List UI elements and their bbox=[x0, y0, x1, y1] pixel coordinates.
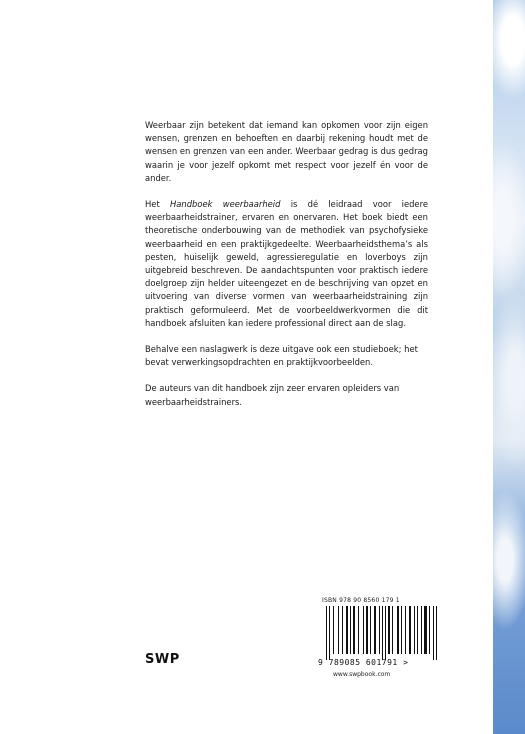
sky-clouds-image bbox=[493, 0, 525, 734]
barcode-bars bbox=[326, 606, 421, 660]
isbn-barcode bbox=[318, 606, 426, 670]
barcode-digits: 9 789085 601791 > bbox=[318, 658, 409, 667]
paragraph-study: Behalve een naslagwerk is deze uitgave ook een studieboek; het bevat verwerkingsopdrachten en praktijkvoorbeelden. bbox=[145, 344, 418, 368]
publisher-url: www.swpbook.com bbox=[333, 671, 391, 678]
back-cover-text bbox=[145, 119, 428, 422]
book-title: Handboek weerbaarheid bbox=[169, 199, 281, 210]
paragraph-authors: De auteurs van dit handboek zijn zeer ervaren opleiders van weerbaarheidstrainers. bbox=[145, 383, 400, 407]
paragraph-handbook: Het Handboek weerbaarheid is dé leidraad voor iedere weerbaarheidstrainer, ervaren en onervaren. Het boek biedt een theoretische onderbouwing van de methodiek van psychofysieke weerbaarheid en een praktijkgedeelte. Weerbaarheidsthema’s als pesten, huiselijk geweld, agressieregulatie en loverboys zijn uitgebreid beschreven. De aandachtspunten voor praktisch iedere doelgroep zijn helder uiteengezet en de beschrijving van opzet en uitvoering van diverse vormen van weerbaarheidstraining zijn praktisch geformuleerd. Met de voorbeeldwerkvormen die dit handboek afsluiten kan iedere professional direct aan de slag. bbox=[145, 199, 428, 328]
isbn-label: ISBN 978 90 8560 179 1 bbox=[322, 597, 400, 604]
publisher-logo: SWP bbox=[145, 652, 180, 667]
paragraph-intro: Weerbaar zijn betekent dat iemand kan opkomen voor zijn eigen wensen, grenzen en behoeften en daarbij rekening houdt met de wensen en grenzen van een ander. Weerbaar gedrag is dus gedrag waarin je voor jezelf opkomt met respect voor jezelf én voor de ander. bbox=[145, 120, 428, 183]
